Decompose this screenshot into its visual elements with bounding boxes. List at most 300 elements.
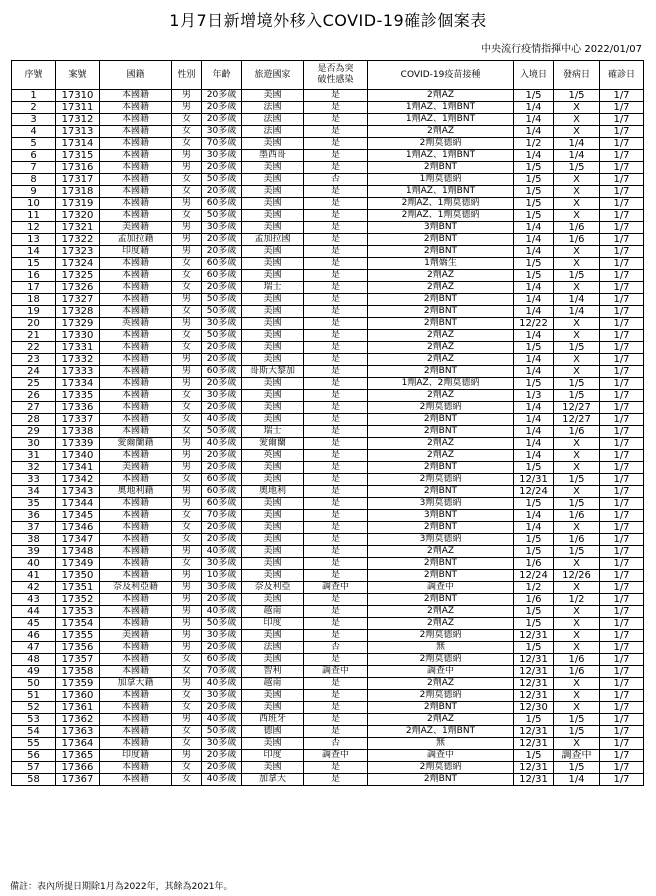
cell-breakthrough: 是	[304, 342, 368, 354]
cell-case-no: 17345	[56, 510, 100, 522]
cell-case-no: 17348	[56, 546, 100, 558]
cell-entry-date: 12/31	[514, 666, 554, 678]
cell-case-no: 17359	[56, 678, 100, 690]
cell-onset-date: 1/5	[554, 378, 600, 390]
cell-entry-date: 1/2	[514, 582, 554, 594]
cell-travel-country: 瑞士	[242, 426, 304, 438]
cell-confirm-date: 1/7	[600, 378, 644, 390]
table-row	[12, 354, 644, 366]
table-row	[12, 702, 644, 714]
cell-confirm-date: 1/7	[600, 678, 644, 690]
cell-serial: 22	[12, 342, 56, 354]
cell-case-no: 17340	[56, 450, 100, 462]
cell-entry-date: 1/4	[514, 438, 554, 450]
cell-onset-date: 1/5	[554, 546, 600, 558]
cell-travel-country: 美國	[242, 738, 304, 750]
cell-confirm-date: 1/7	[600, 186, 644, 198]
cell-onset-date: 12/27	[554, 414, 600, 426]
cell-sex: 女	[172, 210, 202, 222]
cell-serial: 16	[12, 270, 56, 282]
cell-serial: 48	[12, 654, 56, 666]
cell-sex: 女	[172, 138, 202, 150]
cell-confirm-date: 1/7	[600, 618, 644, 630]
table-row	[12, 714, 644, 726]
cell-serial: 27	[12, 402, 56, 414]
cell-breakthrough: 是	[304, 378, 368, 390]
cell-onset-date: X	[554, 606, 600, 618]
cell-age: 20多歲	[202, 594, 242, 606]
cell-age: 40多歲	[202, 714, 242, 726]
cell-case-no: 17320	[56, 210, 100, 222]
cell-entry-date: 1/4	[514, 426, 554, 438]
cell-age: 60多歲	[202, 198, 242, 210]
table-row	[12, 630, 644, 642]
cell-entry-date: 1/4	[514, 306, 554, 318]
cell-vaccine: 2劑AZ、1劑BNT	[368, 726, 514, 738]
cell-nationality: 奈及利亞籍	[100, 582, 172, 594]
cell-age: 20多歲	[202, 762, 242, 774]
cell-sex: 女	[172, 174, 202, 186]
cell-breakthrough: 是	[304, 774, 368, 786]
cell-breakthrough: 是	[304, 414, 368, 426]
table-row	[12, 546, 644, 558]
cell-sex: 女	[172, 702, 202, 714]
cell-breakthrough: 是	[304, 402, 368, 414]
cell-sex: 男	[172, 618, 202, 630]
cell-breakthrough: 是	[304, 606, 368, 618]
cell-case-no: 17360	[56, 690, 100, 702]
table-row	[12, 330, 644, 342]
cell-sex: 男	[172, 318, 202, 330]
cell-onset-date: 1/6	[554, 426, 600, 438]
cell-case-no: 17317	[56, 174, 100, 186]
cell-breakthrough: 是	[304, 510, 368, 522]
cell-entry-date: 12/30	[514, 702, 554, 714]
cell-confirm-date: 1/7	[600, 726, 644, 738]
cell-confirm-date: 1/7	[600, 546, 644, 558]
cell-sex: 男	[172, 486, 202, 498]
table-row	[12, 126, 644, 138]
cell-entry-date: 1/5	[514, 618, 554, 630]
cell-age: 20多歲	[202, 750, 242, 762]
cell-breakthrough: 是	[304, 90, 368, 102]
cell-breakthrough: 是	[304, 462, 368, 474]
cell-entry-date: 1/5	[514, 210, 554, 222]
cell-onset-date: X	[554, 318, 600, 330]
cell-onset-date: X	[554, 186, 600, 198]
table-row	[12, 138, 644, 150]
cell-confirm-date: 1/7	[600, 294, 644, 306]
cell-confirm-date: 1/7	[600, 714, 644, 726]
cell-case-no: 17321	[56, 222, 100, 234]
footnote: 備註：表內所提日期除1月為2022年，其餘為2021年。	[10, 882, 233, 892]
table-row	[12, 198, 644, 210]
cell-travel-country: 美國	[242, 378, 304, 390]
cell-nationality: 本國籍	[100, 426, 172, 438]
col-header-age: 年齡	[202, 61, 242, 90]
cell-breakthrough: 是	[304, 426, 368, 438]
cell-breakthrough: 是	[304, 678, 368, 690]
cell-confirm-date: 1/7	[600, 102, 644, 114]
cell-age: 20多歲	[202, 282, 242, 294]
table-row	[12, 282, 644, 294]
cell-nationality: 本國籍	[100, 162, 172, 174]
cell-serial: 37	[12, 522, 56, 534]
cell-breakthrough: 是	[304, 282, 368, 294]
cell-confirm-date: 1/7	[600, 258, 644, 270]
cell-serial: 21	[12, 330, 56, 342]
cell-breakthrough: 是	[304, 162, 368, 174]
cell-vaccine: 調查中	[368, 582, 514, 594]
cell-onset-date: X	[554, 642, 600, 654]
table-row	[12, 186, 644, 198]
cell-entry-date: 12/31	[514, 738, 554, 750]
cell-nationality: 本國籍	[100, 498, 172, 510]
cell-travel-country: 瑞士	[242, 282, 304, 294]
cell-entry-date: 1/4	[514, 234, 554, 246]
cell-vaccine: 3劑莫德納	[368, 534, 514, 546]
cell-onset-date: 1/5	[554, 390, 600, 402]
cell-breakthrough: 是	[304, 690, 368, 702]
cell-confirm-date: 1/7	[600, 522, 644, 534]
cell-entry-date: 1/4	[514, 414, 554, 426]
cell-travel-country: 美國	[242, 342, 304, 354]
cell-vaccine: 2劑AZ、1劑莫德納	[368, 198, 514, 210]
cell-nationality: 本國籍	[100, 450, 172, 462]
cell-breakthrough: 否	[304, 642, 368, 654]
cell-travel-country: 美國	[242, 546, 304, 558]
cell-case-no: 17341	[56, 462, 100, 474]
cell-case-no: 17318	[56, 186, 100, 198]
cell-vaccine: 2劑BNT	[368, 366, 514, 378]
cell-serial: 51	[12, 690, 56, 702]
cell-vaccine: 調查中	[368, 750, 514, 762]
cell-case-no: 17351	[56, 582, 100, 594]
cell-serial: 33	[12, 474, 56, 486]
cell-serial: 39	[12, 546, 56, 558]
cell-sex: 男	[172, 546, 202, 558]
cell-sex: 女	[172, 690, 202, 702]
cell-serial: 32	[12, 462, 56, 474]
cell-vaccine: 1劑嬌生	[368, 258, 514, 270]
table-row	[12, 210, 644, 222]
cell-sex: 男	[172, 582, 202, 594]
cell-travel-country: 美國	[242, 534, 304, 546]
cell-sex: 女	[172, 126, 202, 138]
cell-breakthrough: 是	[304, 570, 368, 582]
cell-vaccine: 3劑BNT	[368, 222, 514, 234]
cell-case-no: 17331	[56, 342, 100, 354]
cell-age: 20多歲	[202, 90, 242, 102]
cell-entry-date: 1/5	[514, 750, 554, 762]
cell-case-no: 17355	[56, 630, 100, 642]
cell-vaccine: 1劑AZ、1劑BNT	[368, 102, 514, 114]
cell-travel-country: 美國	[242, 306, 304, 318]
cell-confirm-date: 1/7	[600, 642, 644, 654]
cell-serial: 4	[12, 126, 56, 138]
cell-vaccine: 2劑BNT	[368, 426, 514, 438]
cell-serial: 57	[12, 762, 56, 774]
cell-serial: 2	[12, 102, 56, 114]
cell-breakthrough: 是	[304, 474, 368, 486]
cell-age: 30多歲	[202, 150, 242, 162]
cell-age: 50多歲	[202, 426, 242, 438]
cell-nationality: 印度籍	[100, 246, 172, 258]
cell-onset-date: 1/5	[554, 270, 600, 282]
cell-confirm-date: 1/7	[600, 162, 644, 174]
cell-sex: 女	[172, 330, 202, 342]
cell-sex: 男	[172, 450, 202, 462]
cell-case-no: 17313	[56, 126, 100, 138]
cell-vaccine: 2劑AZ、1劑莫德納	[368, 210, 514, 222]
cell-onset-date: 1/4	[554, 306, 600, 318]
cell-confirm-date: 1/7	[600, 654, 644, 666]
cell-onset-date: 1/4	[554, 150, 600, 162]
cell-vaccine: 2劑AZ	[368, 678, 514, 690]
col-header-case-no: 案號	[56, 61, 100, 90]
cell-age: 60多歲	[202, 498, 242, 510]
cell-sex: 男	[172, 642, 202, 654]
cell-confirm-date: 1/7	[600, 486, 644, 498]
cell-travel-country: 西班牙	[242, 714, 304, 726]
cell-nationality: 本國籍	[100, 390, 172, 402]
cell-case-no: 17310	[56, 90, 100, 102]
table-row	[12, 174, 644, 186]
cell-sex: 女	[172, 114, 202, 126]
cell-serial: 53	[12, 714, 56, 726]
cell-travel-country: 奧地利	[242, 486, 304, 498]
cell-breakthrough: 是	[304, 138, 368, 150]
cell-sex: 男	[172, 750, 202, 762]
cell-travel-country: 美國	[242, 594, 304, 606]
cell-serial: 43	[12, 594, 56, 606]
cell-case-no: 17367	[56, 774, 100, 786]
table-row	[12, 654, 644, 666]
cell-onset-date: X	[554, 366, 600, 378]
cell-serial: 56	[12, 750, 56, 762]
cell-travel-country: 美國	[242, 762, 304, 774]
cell-serial: 1	[12, 90, 56, 102]
cell-confirm-date: 1/7	[600, 354, 644, 366]
table-row	[12, 462, 644, 474]
cell-onset-date: 1/4	[554, 138, 600, 150]
cell-sex: 女	[172, 402, 202, 414]
cell-sex: 女	[172, 522, 202, 534]
cell-confirm-date: 1/7	[600, 174, 644, 186]
table-row	[12, 246, 644, 258]
cell-entry-date: 1/4	[514, 330, 554, 342]
cell-breakthrough: 是	[304, 114, 368, 126]
cell-vaccine: 2劑莫德納	[368, 654, 514, 666]
cell-entry-date: 12/24	[514, 486, 554, 498]
cell-vaccine: 2劑BNT	[368, 294, 514, 306]
cell-vaccine: 2劑BNT	[368, 774, 514, 786]
table-row	[12, 642, 644, 654]
cell-serial: 7	[12, 162, 56, 174]
cell-sex: 男	[172, 162, 202, 174]
cell-confirm-date: 1/7	[600, 534, 644, 546]
cell-onset-date: X	[554, 702, 600, 714]
cell-travel-country: 美國	[242, 522, 304, 534]
cell-serial: 12	[12, 222, 56, 234]
cell-onset-date: 1/5	[554, 498, 600, 510]
cell-sex: 男	[172, 462, 202, 474]
cell-nationality: 本國籍	[100, 306, 172, 318]
cell-entry-date: 1/4	[514, 366, 554, 378]
cell-entry-date: 1/4	[514, 246, 554, 258]
cell-entry-date: 1/6	[514, 594, 554, 606]
cell-vaccine: 1劑AZ、1劑BNT	[368, 114, 514, 126]
cell-age: 60多歲	[202, 654, 242, 666]
table-row	[12, 102, 644, 114]
cell-age: 40多歲	[202, 606, 242, 618]
cell-entry-date: 1/4	[514, 294, 554, 306]
cell-travel-country: 智利	[242, 666, 304, 678]
cell-entry-date: 1/4	[514, 510, 554, 522]
cell-age: 30多歲	[202, 582, 242, 594]
page-title: 1月7日新增境外移入COVID-19確診個案表	[169, 11, 487, 30]
cell-breakthrough: 是	[304, 450, 368, 462]
cell-serial: 17	[12, 282, 56, 294]
cell-entry-date: 1/5	[514, 90, 554, 102]
cell-entry-date: 1/4	[514, 150, 554, 162]
cell-confirm-date: 1/7	[600, 246, 644, 258]
cell-case-no: 17363	[56, 726, 100, 738]
cell-age: 50多歲	[202, 210, 242, 222]
cell-breakthrough: 是	[304, 390, 368, 402]
cell-confirm-date: 1/7	[600, 498, 644, 510]
cell-breakthrough: 是	[304, 762, 368, 774]
cell-entry-date: 1/5	[514, 534, 554, 546]
cell-travel-country: 美國	[242, 162, 304, 174]
cell-nationality: 本國籍	[100, 294, 172, 306]
cell-travel-country: 哥斯大黎加	[242, 366, 304, 378]
cell-sex: 男	[172, 378, 202, 390]
cell-nationality: 本國籍	[100, 342, 172, 354]
cell-confirm-date: 1/7	[600, 198, 644, 210]
cell-sex: 女	[172, 762, 202, 774]
cell-nationality: 本國籍	[100, 198, 172, 210]
cell-onset-date: 1/5	[554, 762, 600, 774]
cell-confirm-date: 1/7	[600, 462, 644, 474]
table-row	[12, 294, 644, 306]
table-row	[12, 666, 644, 678]
cell-entry-date: 1/4	[514, 450, 554, 462]
cell-entry-date: 1/4	[514, 114, 554, 126]
cell-sex: 女	[172, 306, 202, 318]
cell-confirm-date: 1/7	[600, 750, 644, 762]
col-header-onset-date: 發病日	[554, 61, 600, 90]
cell-vaccine: 2劑AZ	[368, 390, 514, 402]
cell-confirm-date: 1/7	[600, 702, 644, 714]
cell-travel-country: 美國	[242, 630, 304, 642]
cases-table	[11, 60, 644, 786]
cell-age: 60多歲	[202, 258, 242, 270]
cell-serial: 30	[12, 438, 56, 450]
cell-sex: 男	[172, 498, 202, 510]
cell-vaccine: 2劑BNT	[368, 414, 514, 426]
cell-age: 70多歲	[202, 138, 242, 150]
cell-sex: 女	[172, 474, 202, 486]
cell-breakthrough: 是	[304, 714, 368, 726]
table-row	[12, 726, 644, 738]
cell-nationality: 本國籍	[100, 270, 172, 282]
cell-age: 20多歲	[202, 450, 242, 462]
cell-nationality: 本國籍	[100, 690, 172, 702]
cell-confirm-date: 1/7	[600, 450, 644, 462]
cell-entry-date: 1/4	[514, 102, 554, 114]
cell-age: 20多歲	[202, 522, 242, 534]
cell-age: 20多歲	[202, 534, 242, 546]
cell-breakthrough: 是	[304, 330, 368, 342]
cell-vaccine: 2劑AZ	[368, 282, 514, 294]
col-header-entry-date: 入境日	[514, 61, 554, 90]
cell-travel-country: 美國	[242, 294, 304, 306]
cell-confirm-date: 1/7	[600, 606, 644, 618]
cell-nationality: 本國籍	[100, 90, 172, 102]
cell-age: 20多歲	[202, 354, 242, 366]
cell-age: 20多歲	[202, 702, 242, 714]
cell-case-no: 17343	[56, 486, 100, 498]
cell-serial: 6	[12, 150, 56, 162]
cell-travel-country: 法國	[242, 642, 304, 654]
cell-travel-country: 美國	[242, 558, 304, 570]
cell-serial: 54	[12, 726, 56, 738]
cell-sex: 男	[172, 222, 202, 234]
cell-nationality: 美國籍	[100, 462, 172, 474]
cell-serial: 26	[12, 390, 56, 402]
cell-breakthrough: 是	[304, 126, 368, 138]
cell-onset-date: 1/4	[554, 774, 600, 786]
cell-age: 20多歲	[202, 102, 242, 114]
cell-case-no: 17346	[56, 522, 100, 534]
cell-vaccine: 2劑莫德納	[368, 474, 514, 486]
cell-serial: 58	[12, 774, 56, 786]
cell-case-no: 17349	[56, 558, 100, 570]
cell-breakthrough: 是	[304, 498, 368, 510]
cell-serial: 36	[12, 510, 56, 522]
table-row	[12, 234, 644, 246]
cell-breakthrough: 是	[304, 654, 368, 666]
table-row	[12, 150, 644, 162]
cell-travel-country: 美國	[242, 414, 304, 426]
cell-onset-date: X	[554, 258, 600, 270]
cell-nationality: 本國籍	[100, 126, 172, 138]
cell-onset-date: 12/26	[554, 570, 600, 582]
cell-nationality: 本國籍	[100, 282, 172, 294]
cell-sex: 男	[172, 570, 202, 582]
cell-nationality: 本國籍	[100, 174, 172, 186]
cell-age: 40多歲	[202, 438, 242, 450]
cell-onset-date: 1/6	[554, 534, 600, 546]
cell-nationality: 本國籍	[100, 186, 172, 198]
cell-entry-date: 1/2	[514, 138, 554, 150]
cell-breakthrough: 調查中	[304, 582, 368, 594]
cell-case-no: 17356	[56, 642, 100, 654]
cell-serial: 15	[12, 258, 56, 270]
cell-sex: 男	[172, 294, 202, 306]
cell-onset-date: X	[554, 438, 600, 450]
cell-serial: 55	[12, 738, 56, 750]
cell-confirm-date: 1/7	[600, 414, 644, 426]
cell-nationality: 本國籍	[100, 762, 172, 774]
table-row	[12, 486, 644, 498]
cell-age: 70多歲	[202, 666, 242, 678]
cell-confirm-date: 1/7	[600, 690, 644, 702]
cell-travel-country: 美國	[242, 270, 304, 282]
cell-age: 30多歲	[202, 630, 242, 642]
cell-case-no: 17314	[56, 138, 100, 150]
